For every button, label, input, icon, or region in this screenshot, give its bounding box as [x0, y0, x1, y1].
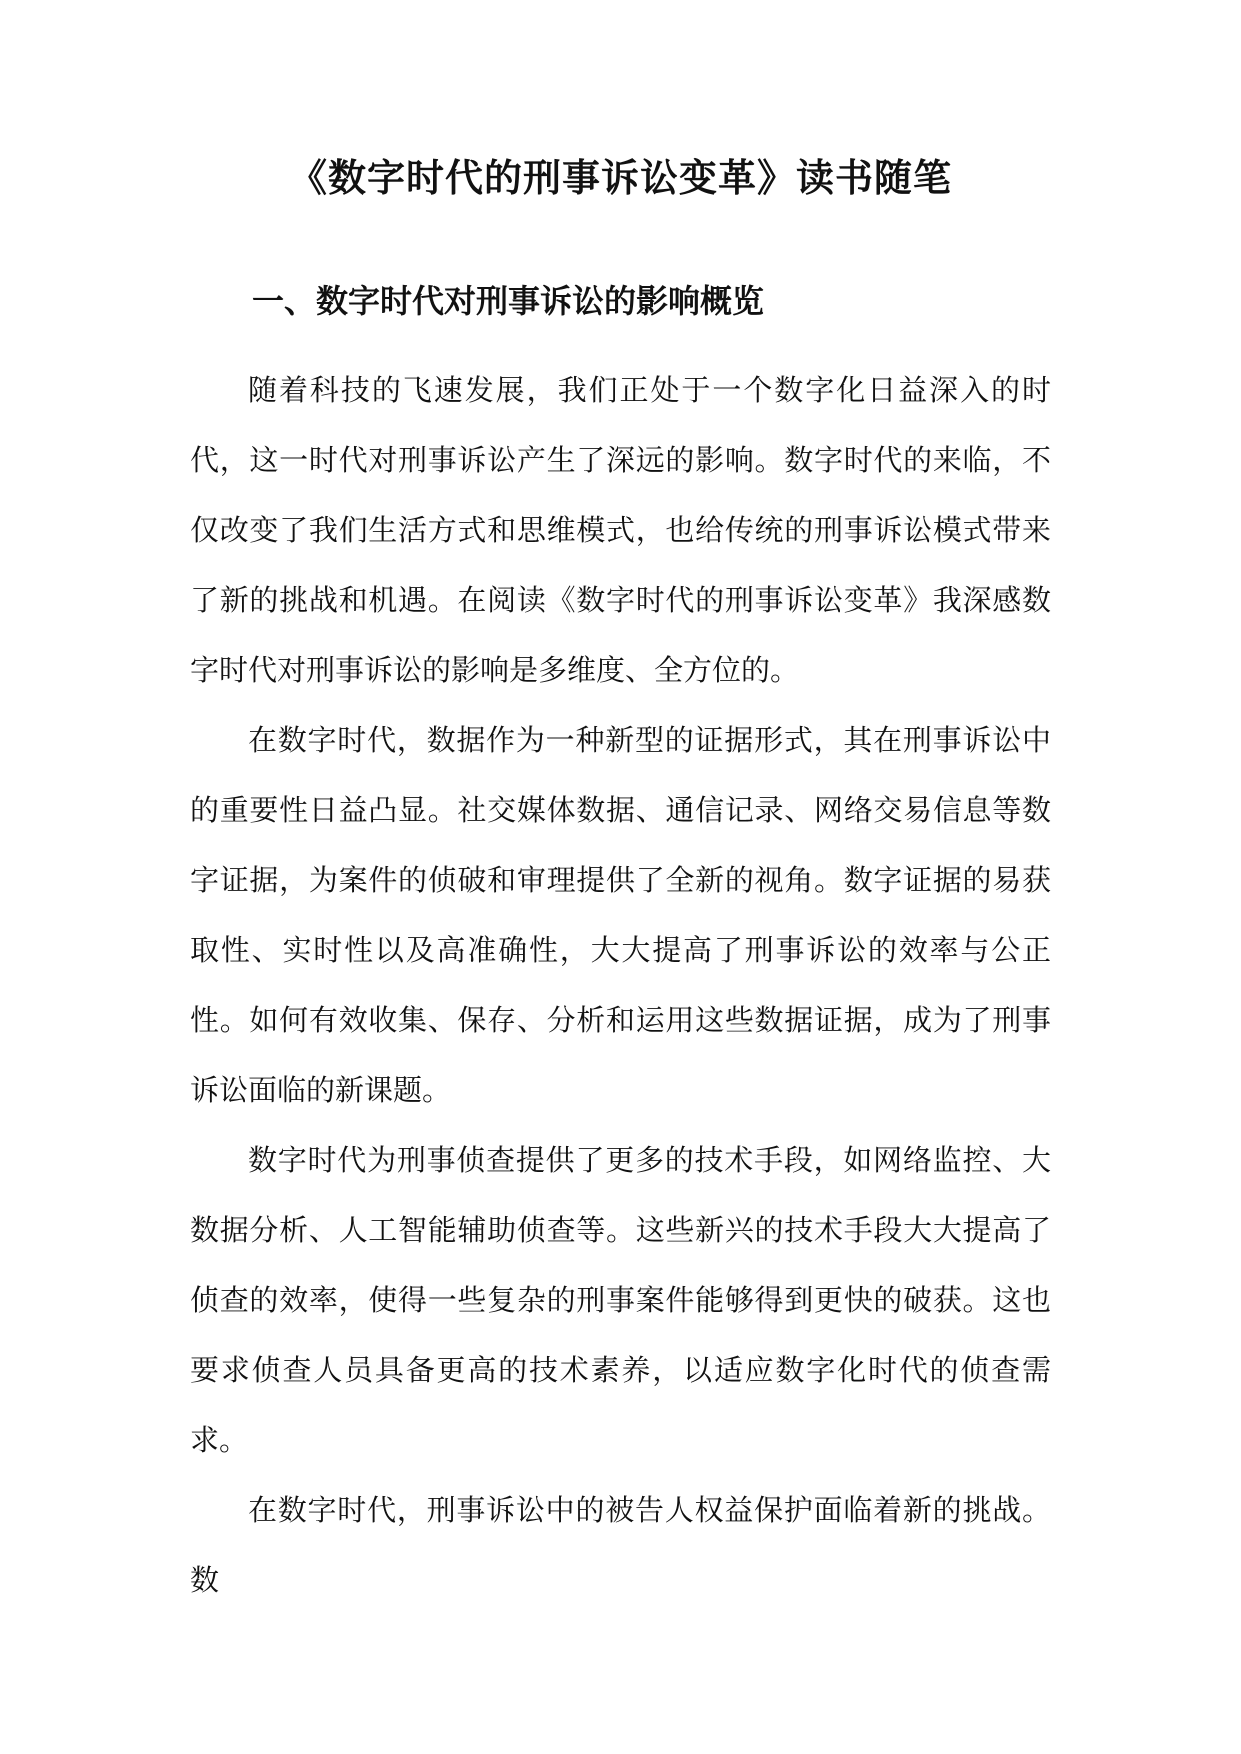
paragraph: 在数字时代，刑事诉讼中的被告人权益保护面临着新的挑战。数 — [190, 1493, 1051, 1597]
paragraph: 数字时代为刑事侦查提供了更多的技术手段，如网络监控、大数据分析、人工智能辅助侦查等。这些新兴的技术手段大大提高了侦查的效率，使得一些复杂的刑事案件能够得到更快的破获。这也要求侦查人员具备更高的技术素养，以适应数字化时代的侦查需求。 — [190, 1143, 1051, 1457]
paragraph: 随着科技的飞速发展，我们正处于一个数字化日益深入的时代，这一时代对刑事诉讼产生了深远的影响。数字时代的来临，不仅改变了我们生活方式和思维模式，也给传统的刑事诉讼模式带来了新的挑战和机遇。在阅读《数字时代的刑事诉讼变革》我深感数字时代对刑事诉讼的影响是多维度、全方位的。 — [190, 373, 1051, 687]
paragraph: 在数字时代，数据作为一种新型的证据形式，其在刑事诉讼中的重要性日益凸显。社交媒体数据、通信记录、网络交易信息等数字证据，为案件的侦破和审理提供了全新的视角。数字证据的易获取性、实时性以及高准确性，大大提高了刑事诉讼的效率与公正性。如何有效收集、保存、分析和运用这些数据证据，成为了刑事诉讼面临的新课题。 — [190, 723, 1051, 1107]
section-heading: 一、数字时代对刑事诉讼的影响概览 — [252, 282, 765, 320]
document-title: 《数字时代的刑事诉讼变革》读书随笔 — [288, 155, 952, 200]
section-body — [190, 355, 1051, 1615]
